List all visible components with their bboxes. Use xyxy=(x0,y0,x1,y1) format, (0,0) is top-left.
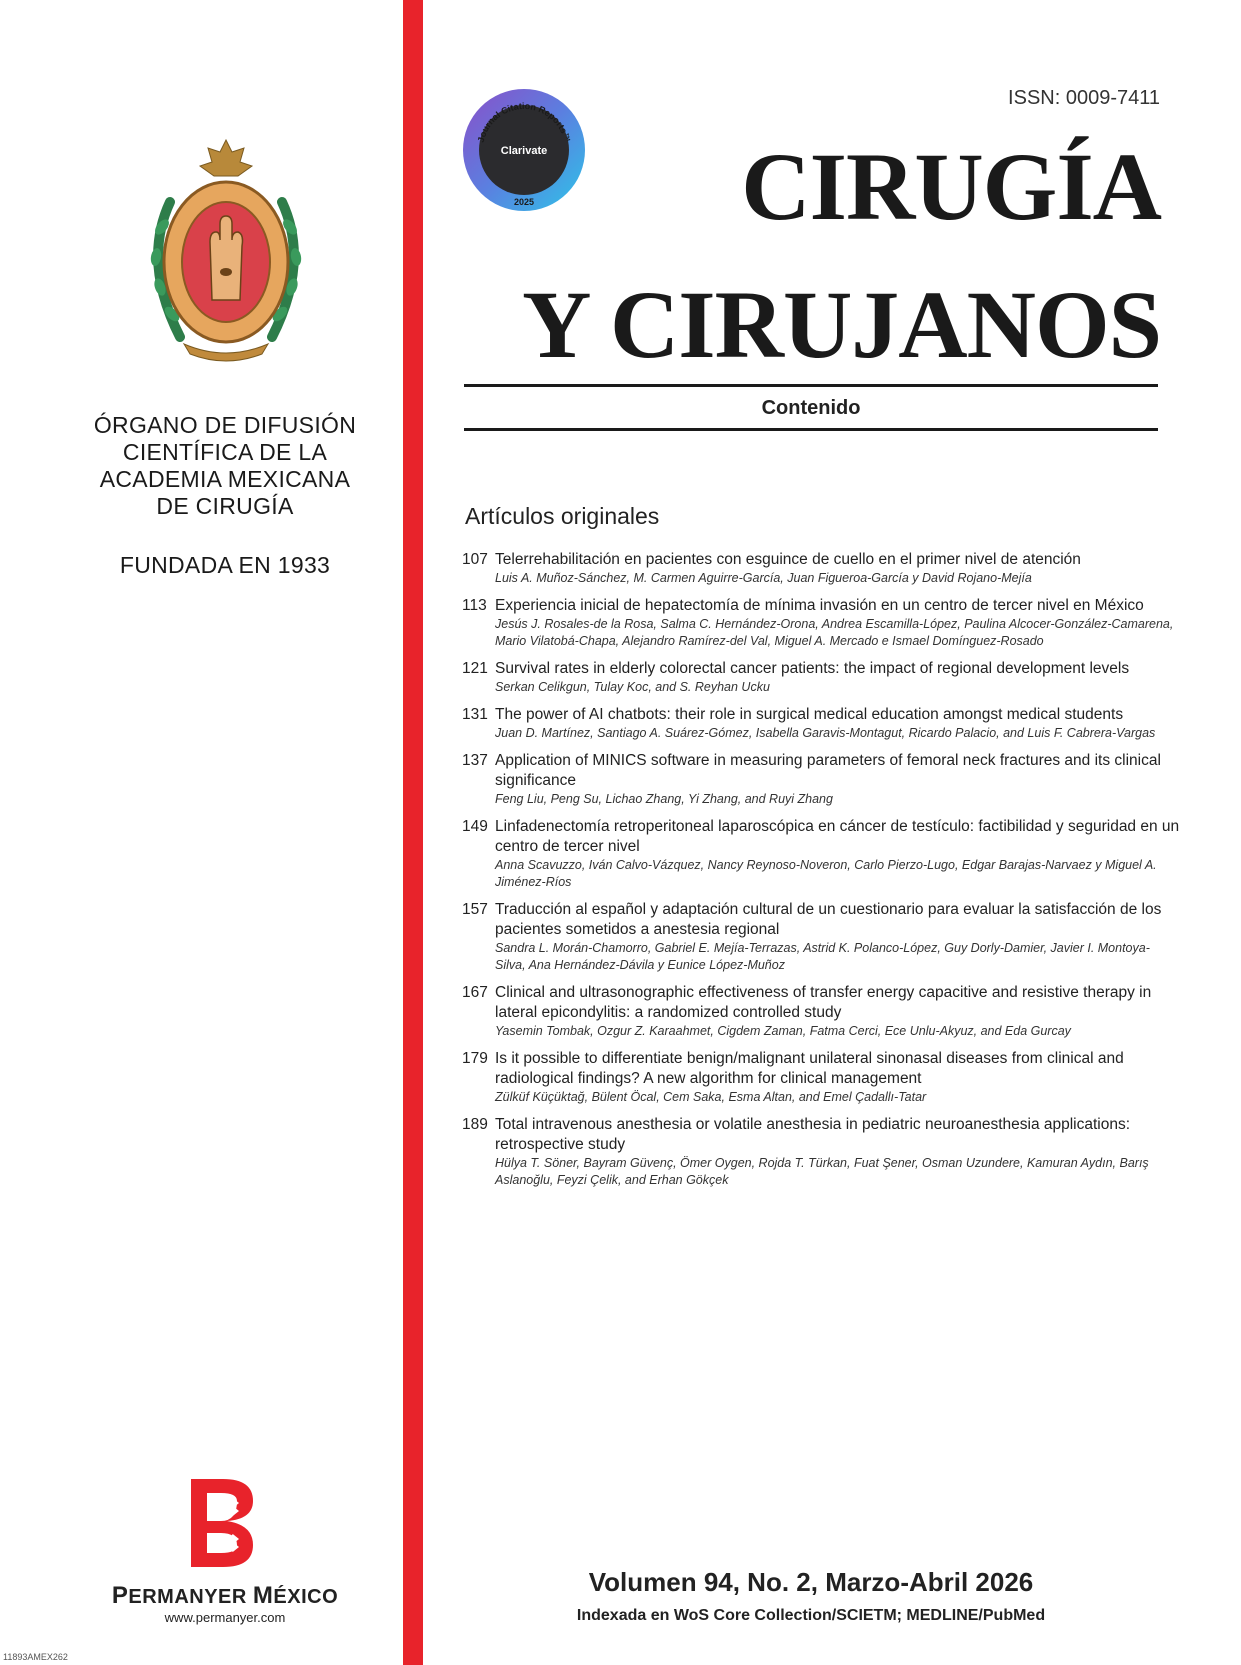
red-stripe-divider xyxy=(403,0,423,1665)
toc-entry[interactable] xyxy=(462,983,1182,1040)
fundada-text: FUNDADA EN 1933 xyxy=(119,552,331,578)
toc-page: 167 xyxy=(462,984,488,1001)
publisher-url: www.permanyer.com xyxy=(164,1610,286,1625)
organo-de-difusion-text xyxy=(50,412,400,520)
publisher-name xyxy=(80,1582,370,1610)
toc-entry[interactable] xyxy=(462,900,1182,974)
issn: ISSN: 0009-7411 xyxy=(1008,87,1160,109)
toc-title: Experiencia inicial de hepatectomía de mínima invasión en un centro de tercer nivel en México xyxy=(495,597,1144,614)
toc-authors: Yasemin Tombak, Ozgur Z. Karaahmet, Cigdem Zaman, Fatma Cerci, Ece Unlu-Akyuz, and Eda Gurcay xyxy=(495,1024,1071,1038)
publisher-initial-p: P xyxy=(111,1582,129,1609)
toc-authors: Hülya T. Söner, Bayram Güvenç, Ömer Oygen, Rojda T. Türkan, Fuat Şener, Osman Uzundere, Kamuran Aydın, Barış Aslanoğlu, Feyzi Çelik, and Erhan Gökçek xyxy=(495,1156,1149,1187)
toc-title: Linfadenectomía retroperitoneal laparoscópica en cáncer de testículo: factibilidad y seguridad en un centro de tercer nivel xyxy=(495,818,1180,855)
journal-title-line1: CIRUGÍA xyxy=(741,133,1161,240)
toc-page: 149 xyxy=(462,818,488,835)
catalog-code: 11893AMEX262 xyxy=(3,1652,68,1662)
journal-citation-reports-badge xyxy=(461,87,587,213)
publisher-name-part2: ÉXICO xyxy=(273,1586,339,1608)
toc-page: 137 xyxy=(462,752,488,769)
toc-entry[interactable] xyxy=(462,1115,1182,1189)
organo-line: ACADEMIA MEXICANA xyxy=(99,466,351,492)
contents-label: Contenido xyxy=(761,397,861,419)
toc-authors: Anna Scavuzzo, Iván Calvo-Vázquez, Nancy Reynoso-Noveron, Carlo Pierzo-Lugo, Edgar Barajas-Narvaez y Miguel A. Jiménez-Ríos xyxy=(495,858,1157,889)
toc-title: Survival rates in elderly colorectal cancer patients: the impact of regional development levels xyxy=(495,660,1130,677)
table-of-contents xyxy=(462,550,1182,1198)
toc-entry[interactable] xyxy=(462,659,1182,696)
volume-info: Volumen 94, No. 2, Marzo-Abril 2026 xyxy=(588,1567,1034,1597)
toc-authors: Sandra L. Morán-Chamorro, Gabriel E. Mejía-Terrazas, Astrid K. Polanco-López, Guy Dorly-Damier, Javier I. Montoya-Silva, Ana Hernández-Dávila y Eunice López-Muñoz xyxy=(495,941,1150,972)
toc-authors: Zülküf Küçüktağ, Bülent Öcal, Cem Saka, Esma Altan, and Emel Çadallı-Tatar xyxy=(495,1090,927,1104)
academia-mexicana-de-cirugia-seal-icon xyxy=(140,132,312,366)
toc-page: 131 xyxy=(462,706,488,723)
journal-title-line2: Y CIRUJANOS xyxy=(522,271,1161,378)
toc-authors: Jesús J. Rosales-de la Rosa, Salma C. Hernández-Orona, Andrea Escamilla-López, Paulina Alcocer-González-Camarena, Mario Vilatobá-Chapa, Alejandro Ramírez-del Val, Miguel A. Mercado e Ismael Domínguez-Rosado xyxy=(495,617,1174,648)
section-title: Artículos originales xyxy=(465,503,660,529)
toc-page: 113 xyxy=(462,597,487,614)
toc-entry[interactable] xyxy=(462,751,1182,808)
permanyer-logo-icon xyxy=(187,1475,257,1570)
toc-entry[interactable] xyxy=(462,705,1182,742)
toc-authors: Feng Liu, Peng Su, Lichao Zhang, Yi Zhang, and Ruyi Zhang xyxy=(495,792,833,806)
indexing-info: Indexada en WoS Core Collection/SCIETM; MEDLINE/PubMed xyxy=(576,1607,1046,1624)
toc-authors: Juan D. Martínez, Santiago A. Suárez-Gómez, Isabella Garavis-Montagut, Ricardo Palacio, and Luis F. Cabrera-Vargas xyxy=(495,726,1156,740)
header-rule-bottom xyxy=(464,428,1158,431)
toc-title: Is it possible to differentiate benign/malignant unilateral sinonasal diseases from clinical and radiological findings? A new algorithm for clinical management xyxy=(495,1050,1124,1087)
header-rule-top xyxy=(464,384,1158,387)
toc-title: Application of MINICS software in measuring parameters of femoral neck fractures and its clinical significance xyxy=(495,752,1161,789)
toc-title: Total intravenous anesthesia or volatile anesthesia in pediatric neuroanesthesia applications: retrospective study xyxy=(495,1116,1131,1153)
toc-title: Traducción al español y adaptación cultural de un cuestionario para evaluar la satisfacción de los pacientes sometidos a anestesia regional xyxy=(495,901,1162,938)
organo-line: CIENTÍFICA DE LA xyxy=(122,439,328,465)
toc-entry[interactable] xyxy=(462,1049,1182,1106)
toc-page: 107 xyxy=(462,551,488,568)
toc-entry[interactable] xyxy=(462,596,1182,650)
toc-entry[interactable] xyxy=(462,550,1182,587)
badge-year: 2025 xyxy=(513,197,535,207)
toc-title: The power of AI chatbots: their role in surgical medical education amongst medical students xyxy=(495,706,1124,723)
organo-line: ÓRGANO DE DIFUSIÓN xyxy=(93,412,357,438)
toc-authors: Luis A. Muñoz-Sánchez, M. Carmen Aguirre-García, Juan Figueroa-García y David Rojano-Mejía xyxy=(495,571,1032,585)
toc-page: 157 xyxy=(462,901,488,918)
toc-title: Telerrehabilitación en pacientes con esguince de cuello en el primer nivel de atención xyxy=(495,551,1081,568)
publisher-name-part: ERMANYER xyxy=(128,1586,253,1608)
toc-authors: Serkan Celikgun, Tulay Koc, and S. Reyhan Ucku xyxy=(495,680,770,694)
toc-page: 179 xyxy=(462,1050,488,1067)
organo-line: DE CIRUGÍA xyxy=(156,493,294,519)
toc-title: Clinical and ultrasonographic effectiveness of transfer energy capacitive and resistive therapy in lateral epicondylitis: a randomized controlled study xyxy=(495,984,1152,1021)
badge-top-text: Journal Citation Reports™ xyxy=(475,100,573,144)
toc-entry[interactable] xyxy=(462,817,1182,891)
toc-page: 189 xyxy=(462,1116,488,1133)
toc-page: 121 xyxy=(462,660,488,677)
publisher-initial-m: M xyxy=(252,1582,274,1609)
badge-brand: Clarivate xyxy=(500,145,548,157)
